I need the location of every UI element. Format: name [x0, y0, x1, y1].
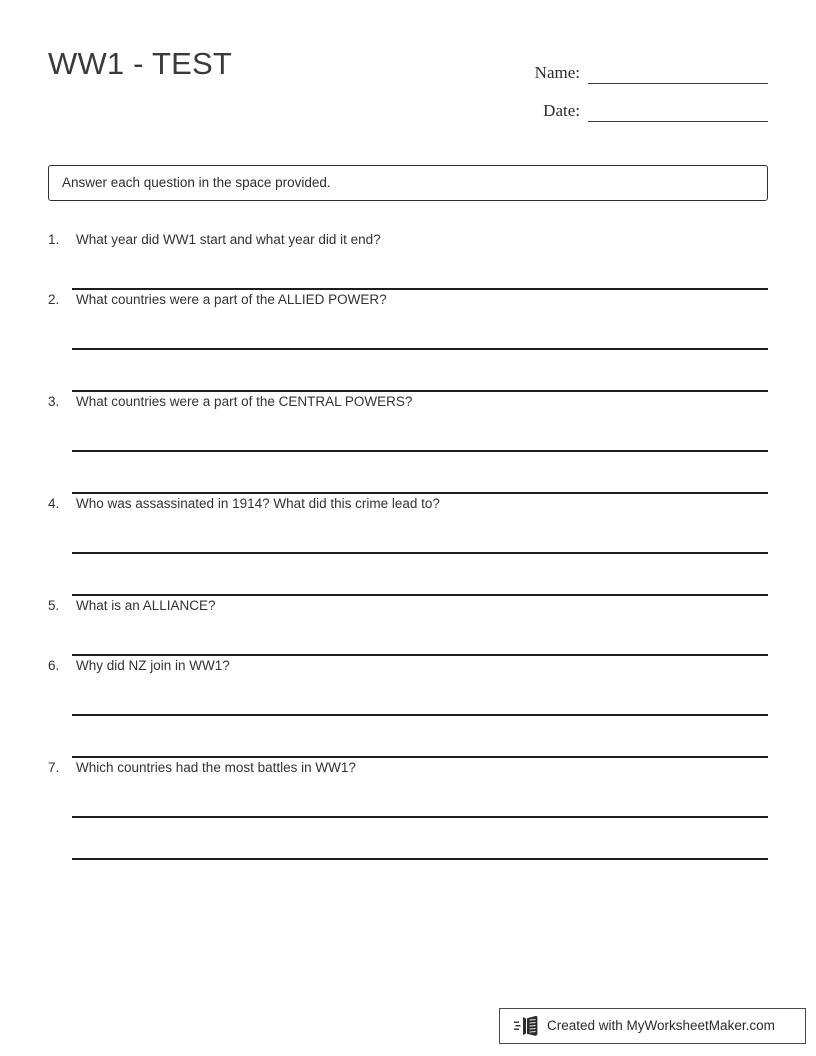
- question-text: What is an ALLIANCE?: [76, 598, 216, 613]
- question-item: [48, 494, 768, 596]
- answer-line[interactable]: [72, 250, 768, 290]
- answer-area[interactable]: [72, 616, 768, 656]
- question-header: [48, 230, 768, 250]
- question-number: 6.: [48, 658, 60, 673]
- question-text: What year did WW1 start and what year did it end?: [76, 232, 381, 247]
- worksheet-maker-logo-icon: [514, 1015, 540, 1037]
- question-number: 3.: [48, 394, 60, 409]
- question-header: [48, 758, 768, 778]
- answer-line[interactable]: [72, 616, 768, 656]
- question-item: [48, 392, 768, 494]
- worksheet-header: [48, 44, 768, 124]
- question-header: [48, 494, 768, 514]
- answer-line[interactable]: [72, 514, 768, 554]
- question-item: [48, 230, 768, 290]
- name-row: [508, 46, 768, 84]
- date-row: [508, 84, 768, 122]
- name-input-line[interactable]: [588, 63, 768, 84]
- answer-area[interactable]: [72, 778, 768, 860]
- answer-line[interactable]: [72, 412, 768, 452]
- answer-line[interactable]: [72, 676, 768, 716]
- answer-area[interactable]: [72, 514, 768, 596]
- answer-line[interactable]: [72, 310, 768, 350]
- answer-area[interactable]: [72, 676, 768, 758]
- question-text: Which countries had the most battles in WW1?: [76, 760, 356, 775]
- answer-area[interactable]: [72, 310, 768, 392]
- question-list: [48, 230, 768, 860]
- question-item: [48, 596, 768, 656]
- question-header: [48, 596, 768, 616]
- instruction-text: Answer each question in the space provided.: [62, 175, 331, 190]
- answer-line[interactable]: [72, 716, 768, 758]
- question-number: 2.: [48, 292, 60, 307]
- question-item: [48, 758, 768, 860]
- question-header: [48, 290, 768, 310]
- date-input-line[interactable]: [588, 101, 768, 122]
- instruction-box: [48, 165, 768, 201]
- question-item: [48, 290, 768, 392]
- answer-line[interactable]: [72, 554, 768, 596]
- answer-area[interactable]: [72, 250, 768, 290]
- question-number: 1.: [48, 232, 60, 247]
- answer-area[interactable]: [72, 412, 768, 494]
- question-text: Why did NZ join in WW1?: [76, 658, 230, 673]
- question-number: 4.: [48, 496, 60, 511]
- page-title: WW1 - TEST: [48, 46, 232, 81]
- answer-line[interactable]: [72, 778, 768, 818]
- date-label: Date:: [543, 101, 580, 120]
- name-label: Name:: [534, 63, 580, 82]
- answer-line[interactable]: [72, 818, 768, 860]
- answer-line[interactable]: [72, 350, 768, 392]
- question-header: [48, 656, 768, 676]
- question-text: What countries were a part of the CENTRAL POWERS?: [76, 394, 413, 409]
- question-text: Who was assassinated in 1914? What did this crime lead to?: [76, 496, 440, 511]
- badge-label: Created with MyWorksheetMaker.com: [547, 1018, 775, 1033]
- question-number: 7.: [48, 760, 60, 775]
- question-number: 5.: [48, 598, 60, 613]
- question-header: [48, 392, 768, 412]
- worksheet-maker-badge[interactable]: [499, 1008, 806, 1044]
- question-item: [48, 656, 768, 758]
- answer-line[interactable]: [72, 452, 768, 494]
- question-text: What countries were a part of the ALLIED POWER?: [76, 292, 387, 307]
- name-date-block: [508, 46, 768, 122]
